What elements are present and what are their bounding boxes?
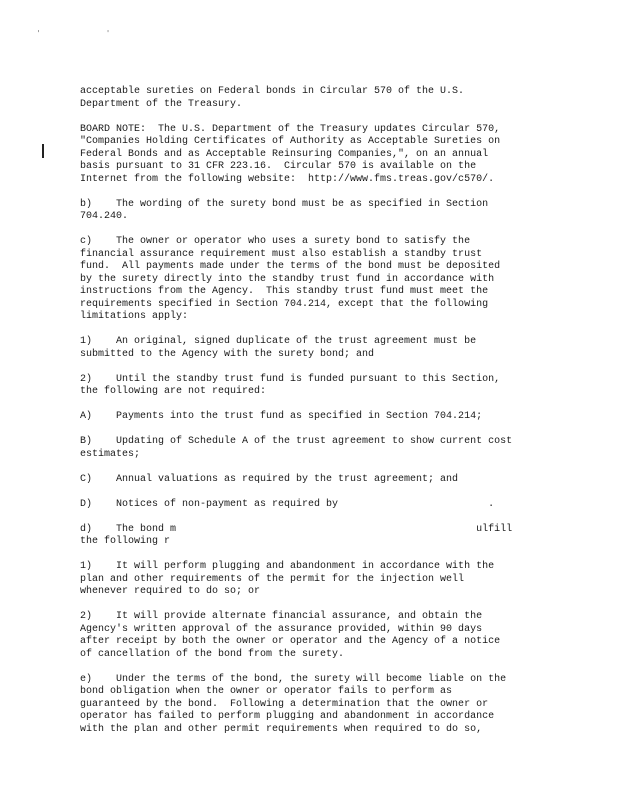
text-line: 2) Until the standby trust fund is funded pursuant to this Section, [80, 373, 501, 385]
paragraph [80, 524, 550, 549]
paragraph [80, 611, 550, 661]
text-line: of cancellation of the bond from the surety. [80, 648, 345, 660]
text-line: whenever required to do so; or [80, 586, 261, 597]
text-line: plan and other requirements of the permit for the injection well [80, 573, 465, 585]
text-line: instructions from the Agency. This standby trust fund must meet the [80, 286, 489, 297]
text-line: e) Under the terms of the bond, the surety will become liable on the [80, 673, 507, 685]
paragraph [80, 374, 550, 399]
text-line: acceptable sureties on Federal bonds in Circular 570 of the U.S. [80, 86, 465, 97]
text-line: BOARD NOTE: The U.S. Department of the Treasury updates Circular 570, [80, 123, 501, 135]
paragraph [80, 411, 550, 424]
paragraph [80, 436, 550, 461]
text-line: the following are not required: [80, 386, 267, 397]
paragraph [80, 86, 550, 111]
text-line: estimates; [80, 448, 141, 460]
text-line: operator has failed to perform plugging and abandonment in accordance [80, 711, 495, 722]
text-line: 2) It will provide alternate financial assurance, and obtain the [80, 611, 483, 622]
text-line: bond obligation when the owner or operator fails to perform as [80, 686, 453, 697]
text-line: after receipt by both the owner or operator and the Agency of a notice [80, 636, 501, 647]
text-line: guaranteed by the bond. Following a determination that the owner or [80, 698, 489, 710]
paragraph [80, 561, 550, 599]
text-line: Agency's written approval of the assurance provided, within 90 days [80, 623, 483, 635]
text-line: Internet from the following website: http://www.fms.treas.gov/c570/. [80, 173, 495, 185]
text-line: A) Payments into the trust fund as specified in Section 704.214; [80, 411, 483, 422]
text-line: requirements specified in Section 704.214, except that the following [80, 298, 489, 310]
text-line: 1) An original, signed duplicate of the trust agreement must be [80, 336, 477, 347]
text-line: d) The bond m ulfill [80, 523, 513, 535]
paragraph [80, 124, 550, 187]
text-line: B) Updating of Schedule A of the trust agreement to show current cost [80, 436, 513, 447]
text-line: 1) It will perform plugging and abandonment in accordance with the [80, 561, 495, 572]
text-line: submitted to the Agency with the surety bond; and [80, 348, 375, 360]
text-line: c) The owner or operator who uses a surety bond to satisfy the [80, 236, 471, 247]
paragraph [80, 236, 550, 324]
paragraph [80, 199, 550, 224]
text-line: Department of the Treasury. [80, 98, 243, 110]
text-line: fund. All payments made under the terms of the bond must be deposited [80, 261, 501, 272]
text-line: limitations apply: [80, 311, 189, 322]
text-line: financial assurance requirement must also establish a standby trust [80, 248, 483, 260]
text-line: C) Annual valuations as required by the trust agreement; and [80, 473, 459, 485]
text-line: "Companies Holding Certificates of Authority as Acceptable Sureties on [80, 136, 501, 147]
text-line: Federal Bonds and as Acceptable Reinsuring Companies,", on an annual [80, 148, 489, 160]
paragraph [80, 674, 550, 737]
text-line: b) The wording of the surety bond must be as specified in Section [80, 198, 489, 210]
text-line: by the surety directly into the standby trust fund in accordance with [80, 273, 495, 285]
paragraph [80, 474, 550, 487]
document-body [80, 86, 550, 749]
text-line: D) Notices of non-payment as required by . [80, 498, 495, 510]
paragraph [80, 499, 550, 512]
scan-corner-marks: ' ' [36, 29, 141, 38]
text-line: the following r [80, 536, 171, 547]
text-line: 704.240. [80, 211, 129, 222]
margin-change-bar [42, 144, 44, 158]
text-line: basis pursuant to 31 CFR 223.16. Circular 570 is available on the [80, 161, 477, 172]
text-line: with the plan and other permit requirements when required to do so, [80, 723, 483, 735]
paragraph [80, 336, 550, 361]
